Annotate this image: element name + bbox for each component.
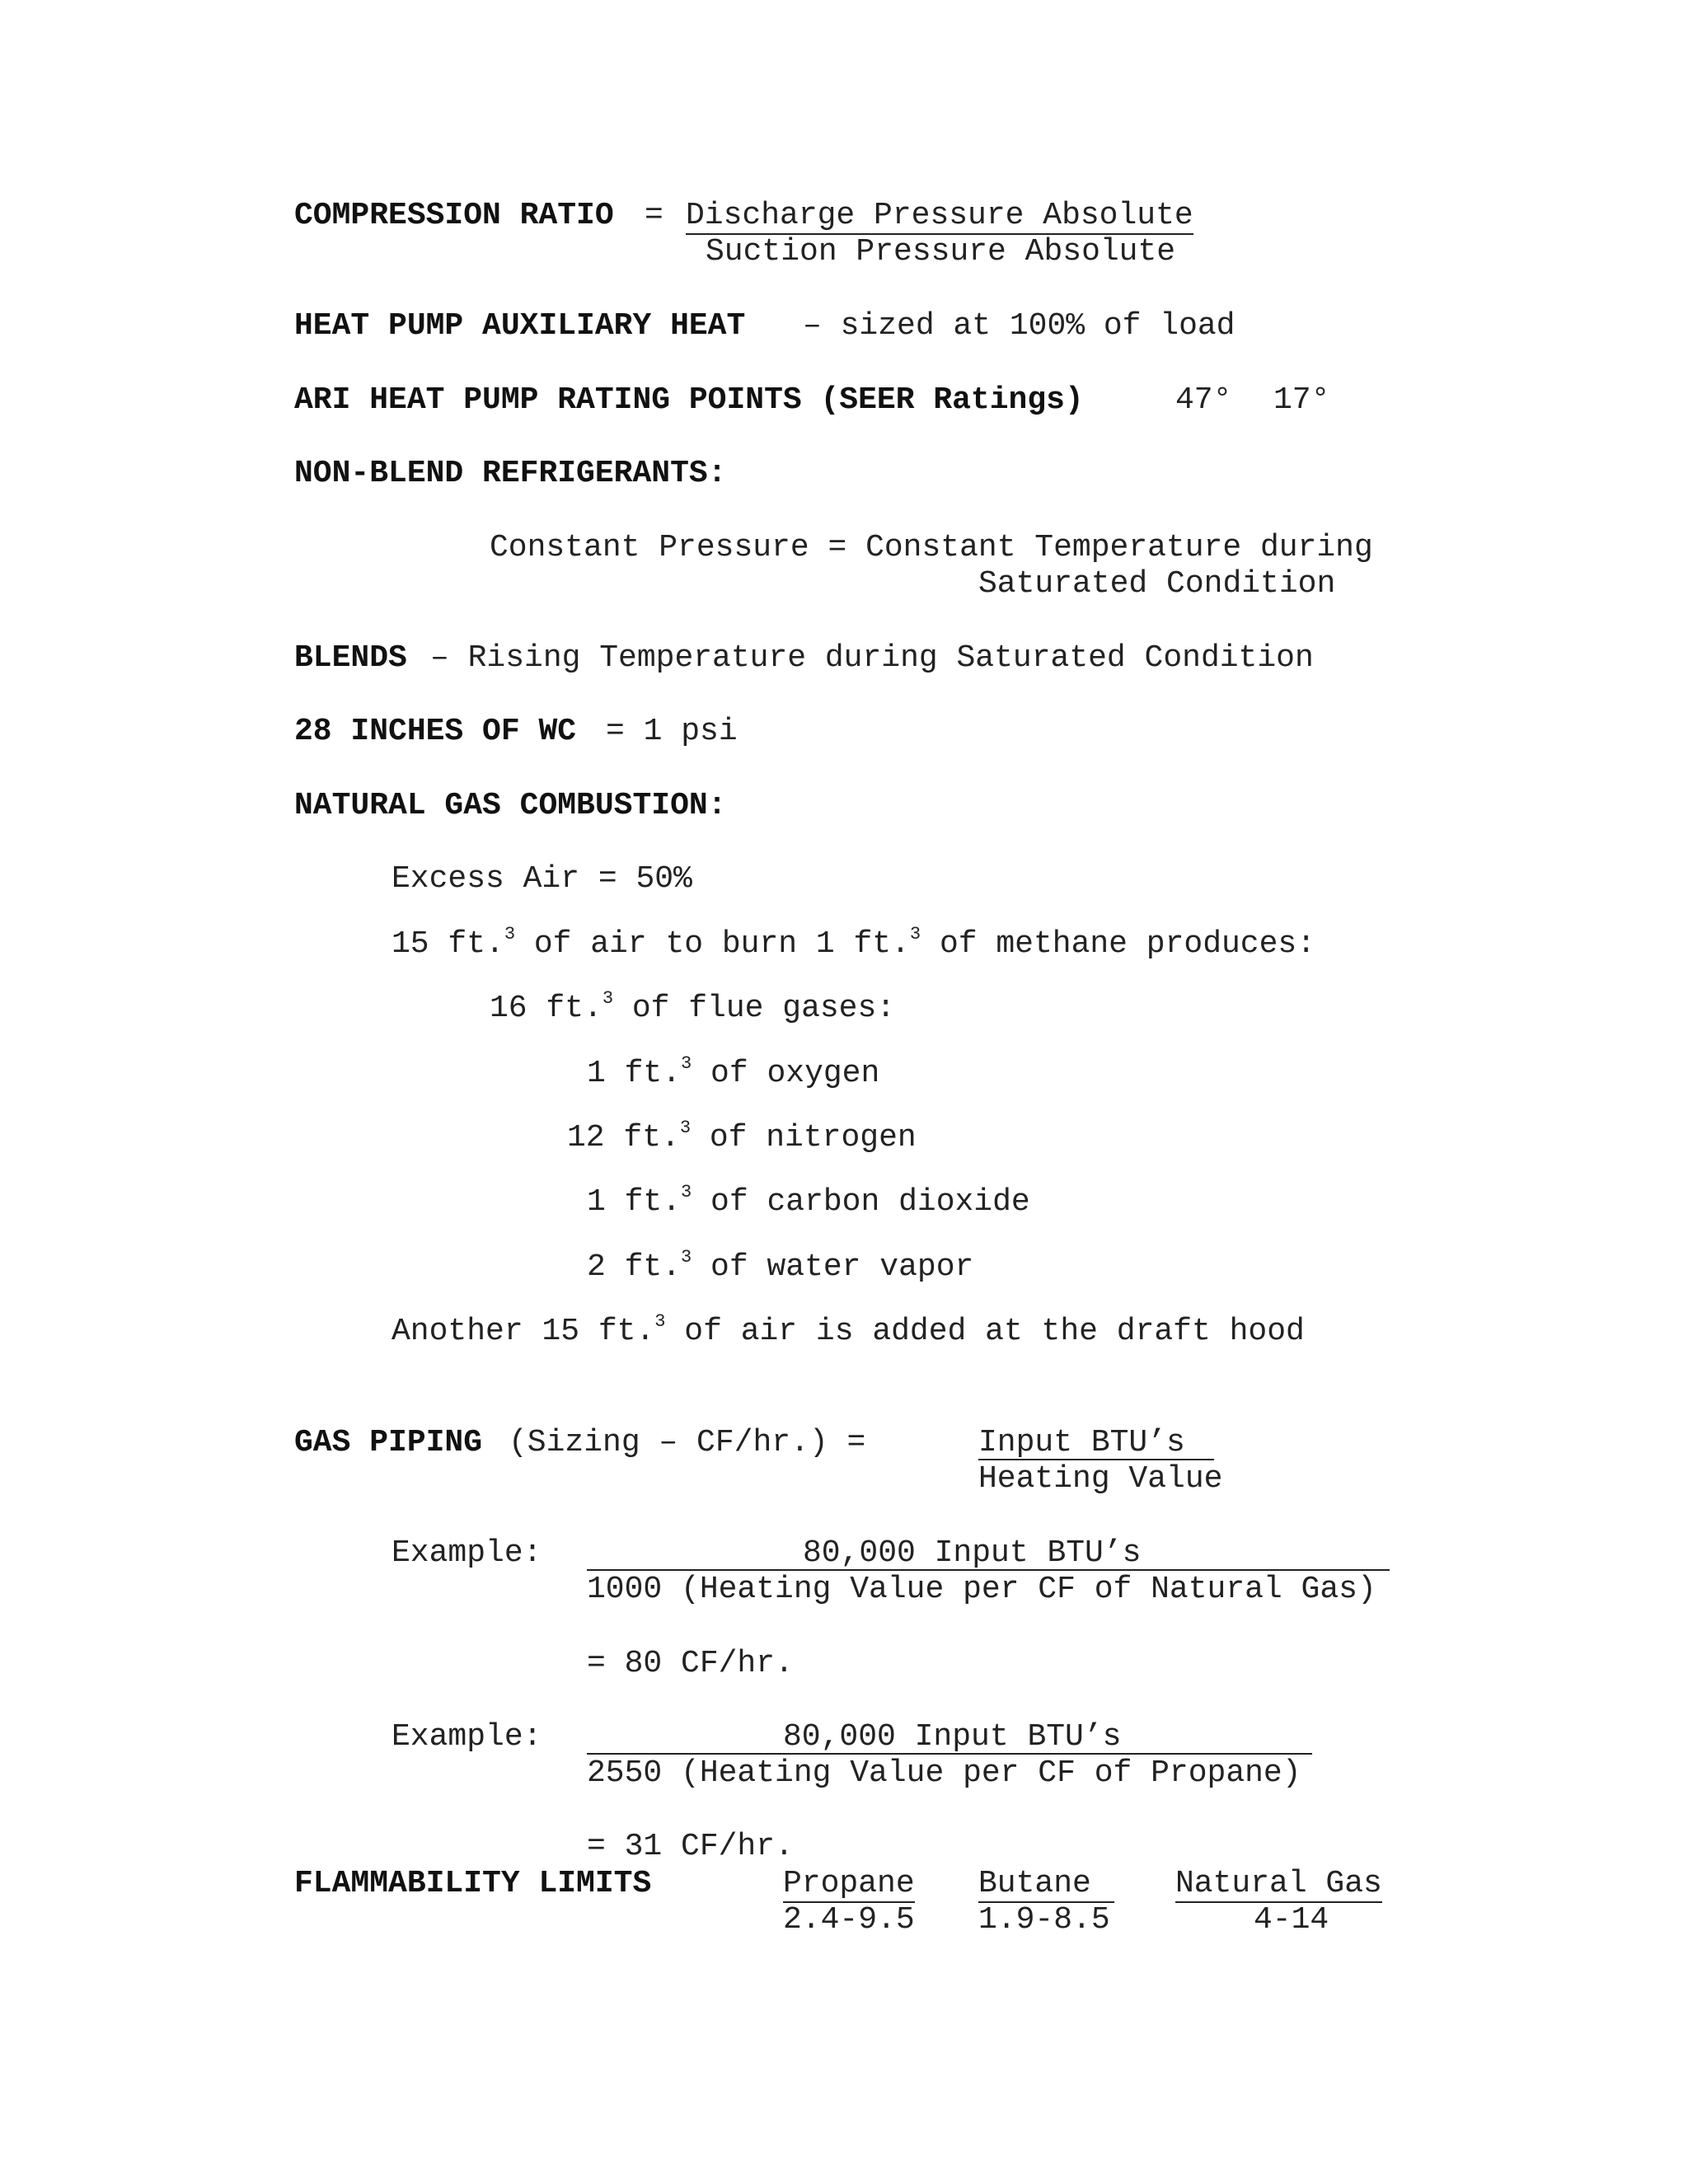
ari-rating-point-17: 17° (1273, 382, 1330, 418)
wc-text: = 1 psi (606, 714, 738, 749)
example-2-denominator: 2550 (Heating Value per CF of Propane) (587, 1755, 1301, 1791)
example-2-label: Example: (392, 1719, 542, 1755)
component-oxygen: 1 ft.$^3$ of oxygen (587, 1053, 880, 1091)
non-blend-line2: Saturated Condition (978, 566, 1336, 602)
example-1-label: Example: (392, 1535, 542, 1571)
flammability-header-butane: Butane (978, 1868, 1114, 1903)
heat-pump-aux-label: HEAT PUMP AUXILIARY HEAT (294, 308, 746, 344)
gas-piping-label: GAS PIPING (294, 1425, 483, 1460)
flammability-header-propane: Propane (783, 1866, 915, 1901)
flammability-value-butane: 1.9-8.5 (978, 1902, 1110, 1938)
component-nitrogen: 12 ft.$^3$ of nitrogen (567, 1118, 917, 1155)
compression-ratio-denominator: Suction Pressure Absolute (706, 234, 1176, 269)
excess-air: Excess Air = 50% (392, 861, 692, 897)
example-1-denominator: 1000 (Heating Value per CF of Natural Gas) (587, 1572, 1376, 1607)
example-1-result: = 80 CF/hr. (587, 1646, 794, 1681)
blends-label: BLENDS (294, 640, 407, 676)
flammability-value-natural-gas: 4-14 (1254, 1902, 1329, 1938)
flammability-value-propane: 2.4-9.5 (783, 1902, 915, 1938)
example-2-result: = 31 CF/hr. (587, 1829, 794, 1864)
flammability-header-natural-gas: Natural Gas (1175, 1866, 1382, 1901)
compression-ratio-label: COMPRESSION RATIO (294, 198, 614, 233)
example-2-numerator: 80,000 Input BTU’s (783, 1719, 1122, 1755)
heat-pump-aux-text: – sized at 100% of load (803, 308, 1236, 344)
example-2-fraction-bar (587, 1753, 1312, 1755)
gas-piping-fraction-bar (978, 1459, 1214, 1460)
non-blend-line1: Constant Pressure = Constant Temperature during (490, 530, 1373, 565)
non-blend-label: NON-BLEND REFRIGERANTS: (294, 456, 727, 491)
component-water-vapor: 2 ft.$^3$ of water vapor (587, 1247, 974, 1285)
burn-line: 15 ft.$^3$ of air to burn 1 ft.$^3$ of methane produces: (392, 924, 1316, 962)
gas-piping-numerator: Input BTU’s (978, 1425, 1185, 1460)
blends-text: – Rising Temperature during Saturated Condition (430, 640, 1314, 676)
compression-ratio-equals: = (645, 198, 663, 233)
example-1-fraction-bar (587, 1569, 1390, 1571)
example-1-numerator: 80,000 Input BTU’s (803, 1535, 1142, 1571)
gas-piping-denominator: Heating Value (978, 1461, 1223, 1497)
flue-gases-line: 16 ft.$^3$ of flue gases: (490, 988, 896, 1026)
ari-rating-label: ARI HEAT PUMP RATING POINTS (SEER Ratings) (294, 382, 1084, 418)
wc-label: 28 INCHES OF WC (294, 714, 577, 749)
compression-ratio-numerator: Discharge Pressure Absolute (686, 198, 1193, 233)
gas-piping-text: (Sizing – CF/hr.) = (509, 1425, 866, 1460)
flammability-label: FLAMMABILITY LIMITS (294, 1866, 652, 1901)
draft-hood-line: Another 15 ft.$^3$ of air is added at the draft hood (392, 1311, 1305, 1349)
component-carbon-dioxide: 1 ft.$^3$ of carbon dioxide (587, 1182, 1030, 1220)
ari-rating-point-47: 47° (1175, 382, 1232, 418)
natural-gas-label: NATURAL GAS COMBUSTION: (294, 788, 727, 823)
